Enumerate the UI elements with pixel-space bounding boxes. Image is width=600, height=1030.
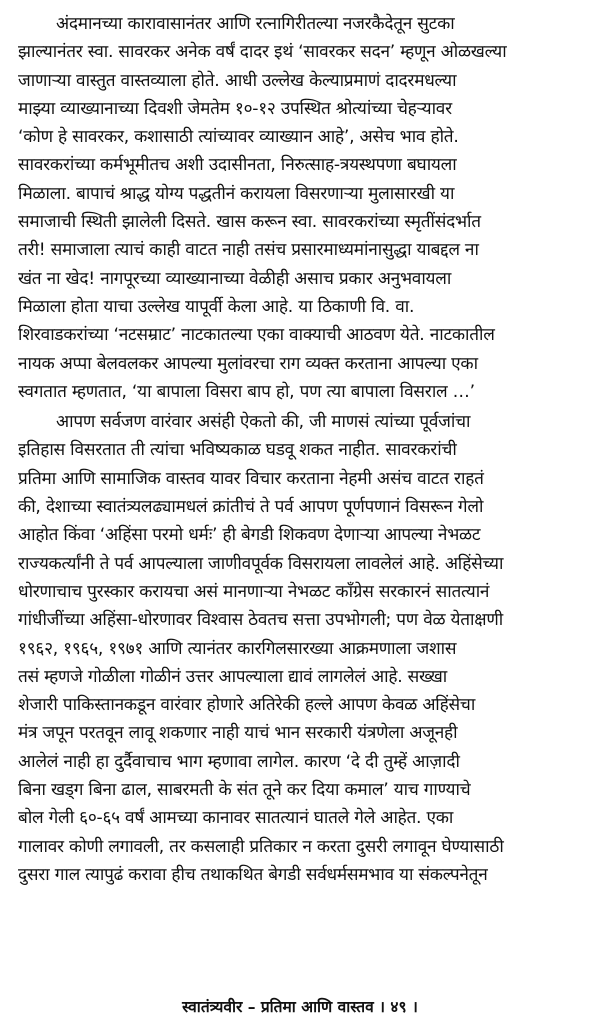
- text-line: १९६२, १९६५, १९७१ आणि त्यानंतर कारगिलसारख्या आक्रमणाला जशास: [18, 638, 457, 659]
- text-line: स्वगतात म्हणतात, ‘या बापाला विसरा बाप हो, पण त्या बापाला विसराल …’: [18, 381, 475, 402]
- text-line: ‘कोण हे सावरकर, कशासाठी त्यांच्यावर व्याख्यान आहे’, असेच भाव होते.: [18, 127, 459, 148]
- text-line: माझ्या व्याख्यानाच्या दिवशी जेमतेम १०-१२ उपस्थित श्रोत्यांच्या चेहऱ्यावर: [18, 98, 452, 119]
- text-line: आपण सर्वजण वारंवार असंही ऐकतो की, जी माणसं त्यांच्या पूर्वजांचा: [56, 412, 471, 433]
- text-line: तसं म्हणजे गोळीला गोळीनं उत्तर आपल्याला द्यावं लागलेलं आहे. सख्खा: [18, 666, 447, 687]
- book-page: [18, 10, 584, 1020]
- paragraph-1: [18, 10, 584, 406]
- text-line: नायक अप्पा बेलवलकर आपल्या मुलांवरचा राग व्यक्त करताना आपल्या एका: [18, 353, 478, 374]
- text-line: की, देशाच्या स्वातंत्र्यलढ्यामधलं क्रांतीचं ते पर्व आपण पूर्णपणानं विसरून गेलो: [18, 497, 484, 518]
- text-line: बोल गेली ६०-६५ वर्षं आमच्या कानावर सातत्यानं घातले गेले आहेत. एका: [18, 808, 454, 829]
- text-line: मिळाला होता याचा उल्लेख यापूर्वी केला आहे. या ठिकाणी वि. वा.: [18, 296, 415, 317]
- text-line: समाजाची स्थिती झालेली दिसते. खास करून स्वा. सावरकरांच्या स्मृतींसंदर्भात: [18, 212, 481, 233]
- text-line: शेजारी पाकिस्तानकडून वारंवार होणारे अतिरेकी हल्ले आपण केवळ अहिंसेचा: [18, 695, 476, 716]
- text-line: गांधीजींच्या अहिंसा-धोरणावर विश्वास ठेवतच सत्ता उपभोगली; पण वेळ येताक्षणी: [18, 610, 503, 631]
- page-footer: स्वातंत्र्यवीर – प्रतिमा आणि वास्तव । ४९ ।: [182, 998, 418, 1016]
- text-line: गालावर कोणी लगावली, तर कसलाही प्रतिकार न करता दुसरी लगावून घेण्यासाठी: [18, 836, 504, 857]
- text-line: बिना खड्ग बिना ढाल, साबरमती के संत तूने कर दिया कमाल’ याच गाण्याचे: [18, 780, 471, 801]
- text-line: मंत्र जपून परतवून लावू शकणार नाही याचं भान सरकारी यंत्रणेला अजूनही: [18, 723, 458, 744]
- text-line: प्रतिमा आणि सामाजिक वास्तव यावर विचार करताना नेहमी असंच वाटत राहतं: [18, 468, 484, 489]
- text-line: तरी! समाजाला त्याचं काही वाटत नाही तसंच प्रसारमाध्यमांनासुद्धा याबद्दल ना: [18, 240, 479, 261]
- text-line: सावरकरांच्या कर्मभूमीतच अशी उदासीनता, निरुत्साह-त्रयस्थपणा बघायला: [18, 155, 457, 176]
- text-line: इतिहास विसरतात ती त्यांचा भविष्यकाळ घडवू शकत नाहीत. सावरकरांची: [18, 440, 457, 461]
- text-line: शिरवाडकरांच्या ‘नटसम्राट’ नाटकातल्या एका वाक्याची आठवण येते. नाटकातील: [18, 325, 495, 346]
- text-line: धोरणाचाच पुरस्कार करायचा असं मानणाऱ्या नेभळट कॉंग्रेस सरकारनं सातत्यानं: [18, 581, 490, 602]
- text-line: दुसरा गाल त्यापुढं करावा हीच तथाकथित बेगडी सर्वधर्मसमभाव या संकल्पनेतून: [18, 864, 488, 885]
- text-line: खंत ना खेद! नागपूरच्या व्याख्यानाच्या वेळीही असाच प्रकार अनुभवायला: [18, 268, 452, 289]
- paragraph-2: [18, 408, 584, 889]
- text-line: आहोत किंवा ‘अहिंसा परमो धर्मः’ ही बेगडी शिकवण देणाऱ्या आपल्या नेभळट: [18, 525, 481, 546]
- text-line: मिळाला. बापाचं श्राद्ध योग्य पद्धतीनं करायला विसरणाऱ्या मुलासारखी या: [18, 183, 455, 204]
- text-line: राज्यकर्त्यांनी ते पर्व आपल्याला जाणीवपूर्वक विसरायला लावलेलं आहे. अहिंसेच्या: [18, 553, 504, 574]
- text-line: अंदमानच्या कारावासानंतर आणि रत्नागिरीतल्या नजरकैदेतून सुटका: [56, 14, 455, 34]
- text-line: जाणाऱ्या वास्तुत वास्तव्याला होते. आधी उल्लेख केल्याप्रमाणं दादरमधल्या: [18, 70, 457, 91]
- text-line: आलेलं नाही हा दुर्दैवाचाच भाग म्हणावा लागेल. कारण ‘दे दी तुम्हें आज़ादी: [18, 751, 460, 772]
- text-line: झाल्यानंतर स्वा. सावरकर अनेक वर्षं दादर इथं ‘सावरकर सदन’ म्हणून ओळखल्या: [18, 42, 507, 63]
